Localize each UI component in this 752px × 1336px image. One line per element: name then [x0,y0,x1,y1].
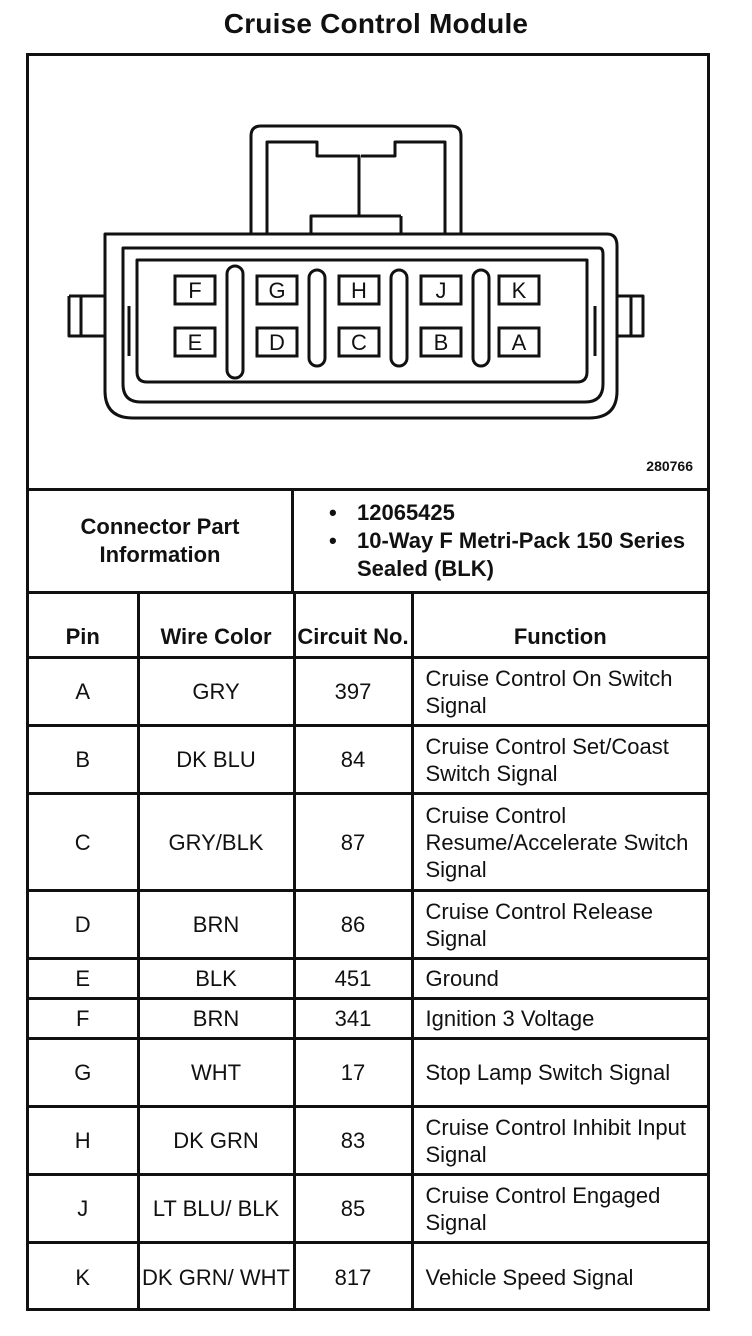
header-wire-color: Wire Color [138,594,294,658]
pin-label: D [269,330,285,355]
page-title: Cruise Control Module [223,8,529,39]
circuit-cell: 83 [294,1107,412,1175]
pin-cell: K [29,1243,138,1311]
pin-label: J [435,278,447,303]
wire-color-cell: DK GRN/ WHT [138,1243,294,1311]
header-function: Function [412,594,707,658]
function-cell: Ground [412,959,707,999]
pin-cell: A [29,658,138,726]
circuit-cell: 85 [294,1175,412,1243]
figure-number: 280766 [646,458,693,474]
table-row [29,1175,707,1243]
bullet-icon: • [329,528,337,553]
bullet-icon: • [329,500,337,525]
circuit-cell: 397 [294,658,412,726]
pin-cell: F [29,999,138,1039]
function-cell: Cruise Control Release Signal [412,891,707,959]
pin-cell: B [29,726,138,794]
circuit-cell: 86 [294,891,412,959]
connector-drawing [29,56,707,488]
connector-info-label: Connector Part Information [29,491,294,591]
table-row [29,794,707,891]
table-row [29,726,707,794]
function-cell: Cruise Control Engaged Signal [412,1175,707,1243]
wire-color-cell: GRY [138,658,294,726]
table-row [29,959,707,999]
wire-color-cell: BRN [138,999,294,1039]
circuit-cell: 341 [294,999,412,1039]
connector-body [105,234,617,418]
left-ear [69,296,105,336]
connector-inner-body [123,248,603,402]
table-header-row [29,594,707,658]
pin-label: A [511,330,527,355]
pin-cell: D [29,891,138,959]
header-circuit: Circuit No. [294,594,412,658]
table-row [29,1107,707,1175]
info-item: • 12065425 [329,500,455,525]
connector-diagram [29,56,707,491]
pin-cell: G [29,1039,138,1107]
wire-color-cell: WHT [138,1039,294,1107]
function-cell: Cruise Control Set/Coast Switch Signal [412,726,707,794]
connector-info-list [329,499,687,583]
right-ear [617,296,643,336]
function-cell: Cruise Control On Switch Signal [412,658,707,726]
pin-cell: E [29,959,138,999]
latch-inner-right [361,142,445,234]
pin-label: K [511,278,527,303]
header-pin: Pin [29,594,138,658]
pin-label: G [268,278,286,303]
circuit-cell: 17 [294,1039,412,1107]
circuit-cell: 87 [294,794,412,891]
function-cell: Ignition 3 Voltage [412,999,707,1039]
wire-color-cell: DK BLU [138,726,294,794]
wire-color-cell: BRN [138,891,294,959]
pin-label: C [351,330,367,355]
wire-color-cell: LT BLU/ BLK [138,1175,294,1243]
table-row [29,999,707,1039]
wire-color-cell: BLK [138,959,294,999]
wire-color-cell: DK GRN [138,1107,294,1175]
circuit-cell: 817 [294,1243,412,1311]
circuit-cell: 84 [294,726,412,794]
pin-label: H [351,278,367,303]
pin-cell: J [29,1175,138,1243]
function-cell: Cruise Control Resume/Accelerate Switch Signal [412,794,707,891]
connector-info [29,491,707,594]
wire-color-cell: GRY/BLK [138,794,294,891]
pinout-table [29,594,707,1311]
circuit-cell: 451 [294,959,412,999]
function-cell: Cruise Control Inhibit Input Signal [412,1107,707,1175]
pin-cell: C [29,794,138,891]
table-row [29,1039,707,1107]
latch-inner [267,142,359,234]
pin-label: F [188,278,202,303]
table-row [29,891,707,959]
table-row [29,1243,707,1311]
function-cell: Vehicle Speed Signal [412,1243,707,1311]
function-cell: Stop Lamp Switch Signal [412,1039,707,1107]
table-row [29,658,707,726]
pin-cell: H [29,1107,138,1175]
connector-frame [26,53,710,1311]
pin-label: E [187,330,203,355]
pin-label: B [433,330,449,355]
info-item: • 10-Way F Metri-Pack 150 Series Sealed (BLK) [329,528,686,581]
